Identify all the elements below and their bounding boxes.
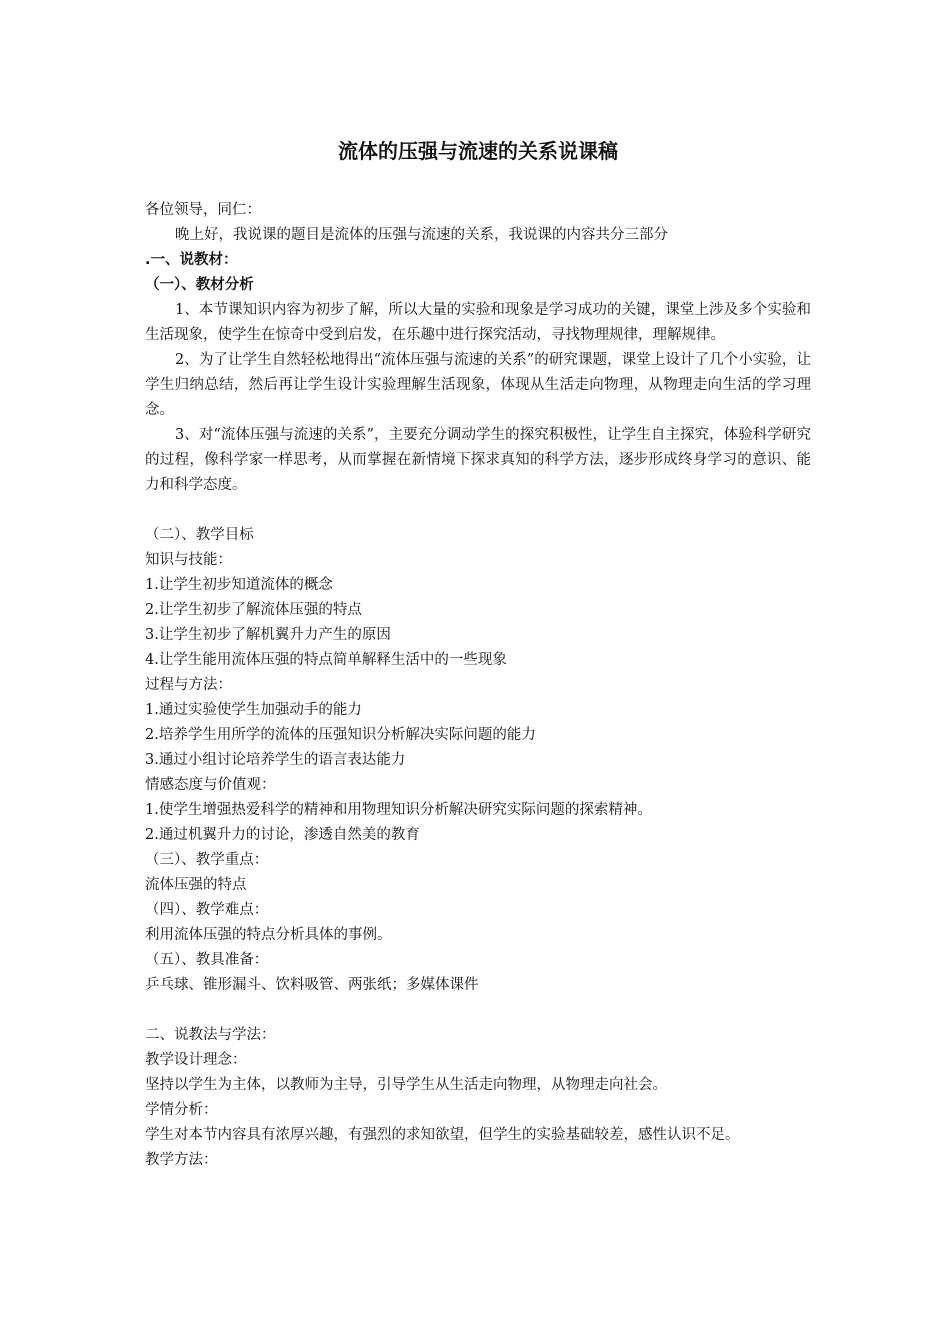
knowledge-item: 1.让学生初步知道流体的概念 xyxy=(145,577,333,593)
teaching-aids-content: 乒乓球、锥形漏斗、饮料吸管、两张纸；多媒体课件 xyxy=(145,977,479,993)
design-concept-heading: 教学设计理念： xyxy=(145,1052,247,1068)
teaching-goals-heading: （二）、教学目标 xyxy=(145,527,254,543)
blank-line xyxy=(145,998,811,1023)
teaching-method-heading: 教学方法： xyxy=(145,1152,218,1168)
section1-heading: .一、说教材： xyxy=(145,252,238,268)
intro-paragraph: 晚上好，我说课的题目是流体的压强与流速的关系，我说课的内容共分三部分 xyxy=(175,227,668,243)
section2-heading: 二、说教法与学法： xyxy=(145,1027,276,1043)
student-analysis-content: 学生对本节内容具有浓厚兴趣，有强烈的求知欲望，但学生的实验基础较差，感性认识不足。 xyxy=(145,1127,740,1143)
teaching-material-analysis-heading: （一）、教材分析 xyxy=(145,277,254,293)
process-method-heading: 过程与方法： xyxy=(145,677,232,693)
process-item: 1.通过实验使学生加强动手的能力 xyxy=(145,702,362,718)
difficult-point-content: 利用流体压强的特点分析具体的事例。 xyxy=(145,927,392,943)
emotion-item: 2.通过机翼升力的讨论，渗透自然美的教育 xyxy=(145,827,420,843)
material-analysis-paragraph-1: 1、本节课知识内容为初步了解，所以大量的实验和现象是学习成功的关键，课堂上涉及多个实验和生活现象，使学生在惊奇中受到启发，在乐趣中进行探究活动，寻找物理规律，理解规律。 xyxy=(145,302,811,343)
knowledge-item: 3.让学生初步了解机翼升力产生的原因 xyxy=(145,627,391,643)
key-point-content: 流体压强的特点 xyxy=(145,877,247,893)
material-analysis-paragraph-2: 2、为了让学生自然轻松地得出“流体压强与流速的关系”的研究课题，课堂上设计了几个小实验，让学生归纳总结，然后再让学生设计实验理解生活现象，体现从生活走向物理，从物理走向生活的学习理念。 xyxy=(145,352,811,418)
document-body xyxy=(145,198,811,1173)
emotion-item: 1.使学生增强热爱科学的精神和用物理知识分析解决研究实际问题的探索精神。 xyxy=(145,802,652,818)
document-title: 流体的压强与流速的关系说课稿 xyxy=(338,139,618,163)
greeting: 各位领导，同仁： xyxy=(145,202,261,218)
difficult-point-heading: （四）、教学难点： xyxy=(145,902,269,918)
process-item: 3.通过小组讨论培养学生的语言表达能力 xyxy=(145,752,406,768)
emotion-values-heading: 情感态度与价值观： xyxy=(145,777,276,793)
knowledge-item: 4.让学生能用流体压强的特点简单解释生活中的一些现象 xyxy=(145,652,507,668)
knowledge-item: 2.让学生初步了解流体压强的特点 xyxy=(145,602,362,618)
material-analysis-paragraph-3: 3、对“流体压强与流速的关系”，主要充分调动学生的探究积极性，让学生自主探究，体验科学研究的过程，像科学家一样思考，从而掌握在新情境下探求真知的科学方法，逐步形成终身学习的意识、能力和科学态度。 xyxy=(145,427,811,493)
design-concept-content: 坚持以学生为主体，以教师为主导，引导学生从生活走向物理，从物理走向社会。 xyxy=(145,1077,667,1093)
knowledge-skills-heading: 知识与技能： xyxy=(145,552,232,568)
process-item: 2.培养学生用所学的流体的压强知识分析解决实际问题的能力 xyxy=(145,727,536,743)
key-point-heading: （三）、教学重点： xyxy=(145,852,269,868)
blank-line xyxy=(145,498,811,523)
teaching-aids-heading: （五）、教具准备： xyxy=(145,952,269,968)
student-analysis-heading: 学情分析： xyxy=(145,1102,218,1118)
